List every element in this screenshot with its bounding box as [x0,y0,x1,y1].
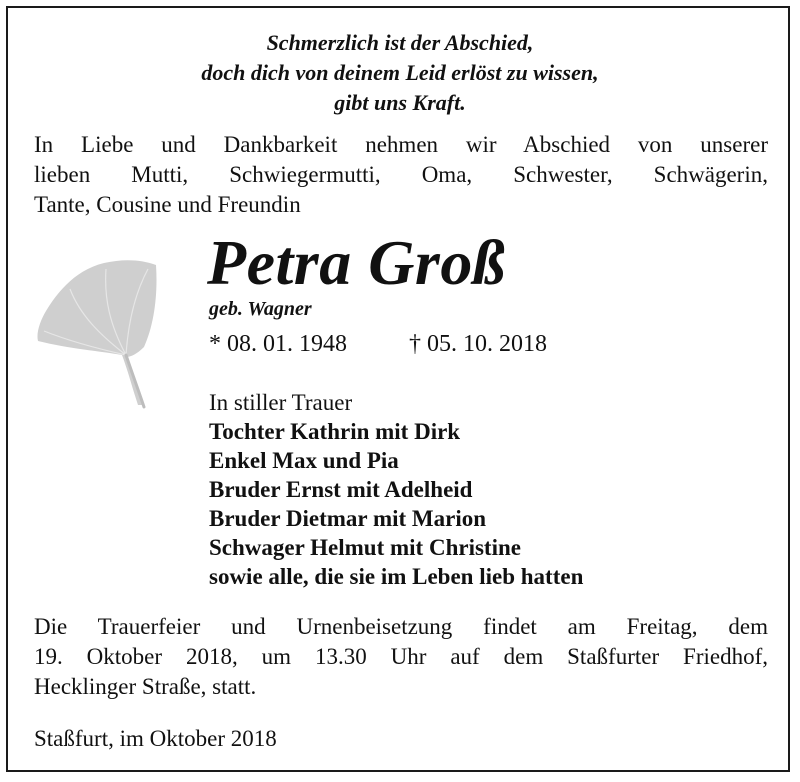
intro-text [34,130,768,220]
place-date: Staßfurt, im Oktober 2018 [34,726,277,751]
ginkgo-leaf-icon [30,255,165,417]
motto-line: Schmerzlich ist der Abschied, [266,30,534,55]
mourner-entry: sowie alle, die sie im Leben lieb hatten [209,564,584,589]
mourner-entry: Bruder Ernst mit Adelheid [209,477,473,502]
intro-line: In Liebe und Dankbarkeit nehmen wir Abschied von unserer [34,132,768,157]
deceased-name: Petra Groß [207,227,506,298]
motto-line: doch dich von deinem Leid erlöst zu wissen, [201,60,599,85]
funeral-line: Die Trauerfeier und Urnenbeisetzung findet am Freitag, dem [34,614,768,639]
funeral-line: Hecklinger Straße, statt. [34,674,257,699]
funeral-info [34,612,768,702]
motto-line: gibt uns Kraft. [334,90,466,115]
intro-line: Tante, Cousine und Freundin [34,192,301,217]
mourner-entry: Bruder Dietmar mit Marion [209,506,487,531]
mourners-block [209,388,583,591]
maiden-name: geb. Wagner [209,298,312,320]
mourner-entry: Schwager Helmut mit Christine [209,535,521,560]
intro-line: lieben Mutti, Schwiegermutti, Oma, Schwester, Schwägerin, [34,162,768,187]
death-date: † 05. 10. 2018 [409,331,547,357]
mourner-entry: Tochter Kathrin mit Dirk [209,419,461,444]
mourner-entry: Enkel Max und Pia [209,448,399,473]
mourners-heading: In stiller Trauer [209,390,353,415]
motto [0,28,800,118]
funeral-line: 19. Oktober 2018, um 13.30 Uhr auf dem Staßfurter Friedhof, [34,644,768,669]
birth-date: * 08. 01. 1948 [209,331,347,357]
